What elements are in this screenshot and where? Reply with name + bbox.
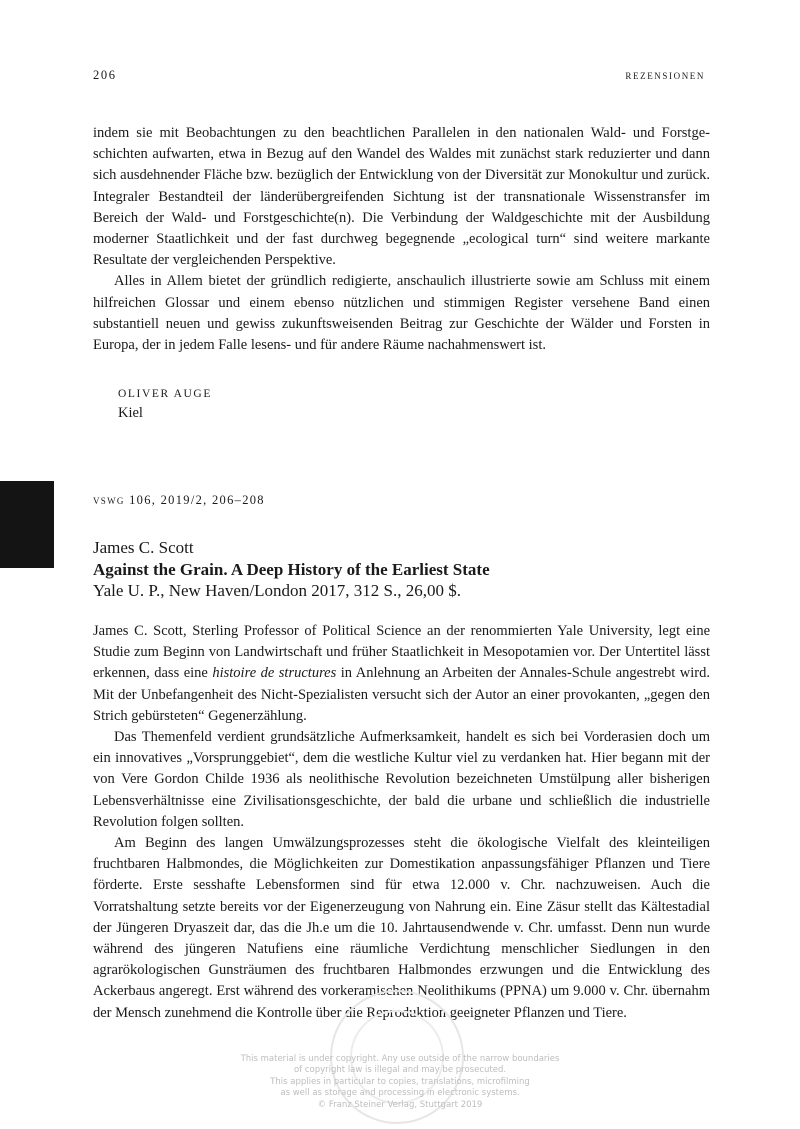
review-text <box>93 621 710 1024</box>
watermark-line: This applies in particular to copies, translations, microfilming <box>270 1076 530 1087</box>
paragraph-text: in Anlehnung an Arbeiten der Annales-Schule angestrebt wird. Mit der Unbefangenheit des Nicht-Spezialisten versucht sich der Autor an einer provokanten, „gegen den Strich gebürsteten“ Gegenerzählung. <box>93 665 711 724</box>
paragraph <box>93 621 710 727</box>
watermark-line: © Franz Steiner Verlag, Stuttgart 2019 <box>317 1099 483 1110</box>
book-author: James C. Scott <box>93 538 194 557</box>
previous-review-text <box>93 123 710 356</box>
copyright-watermark <box>200 1054 600 1111</box>
book-title: Against the Grain. A Deep History of the Earliest State <box>93 559 490 579</box>
paragraph: Das Themenfeld verdient grundsätzliche Aufmerksamkeit, handelt es sich bei Vorderasien doch um ein innovatives „Vorsprunggebiet“, dem die westliche Kultur viel zu verdanken hat. Hier begann mit der von Vere Gordon Childe 1936 als neolithische Revolution bezeichneten Umstülpung aller bisherigen Lebensverhältnisse eine Zivilisationsgeschichte, der bald die urbane und schließlich die industrielle Revolution folgen sollten. <box>93 729 710 830</box>
reviewer-city: Kiel <box>118 405 143 421</box>
book-publication: Yale U. P., New Haven/London 2017, 312 S., 26,00 $. <box>93 581 462 600</box>
journal-citation: vswg 106, 2019/2, 206–208 <box>93 493 265 507</box>
book-header <box>93 537 490 602</box>
thumb-index-tab <box>0 481 54 568</box>
section-title: rezensionen <box>625 68 705 82</box>
italic-term: histoire de structures <box>212 665 337 682</box>
paragraph: Alles in Allem bietet der gründlich redigierte, anschaulich illustrierte sowie am Schluss mit einem hilfreichen Glossar und einem ebenso nützlichen und stimmigen Register versehene Band einen substantiell neuen und gewiss zukunftsweisenden Beitrag zur Geschichte der Wälder und Forsten in Europa, der in jedem Falle lesens- und für andere Räume nachahmenswert ist. <box>93 273 710 354</box>
watermark-line: This material is under copyright. Any use outside of the narrow boundaries <box>240 1054 560 1064</box>
paragraph: Am Beginn des langen Umwälzungsprozesses steht die ökologische Vielfalt des kleinteiligen fruchtbaren Halbmondes, die Möglichkeiten zur Domestikation anpassungsfähiger Pflanzen und Tiere förderte. Erste sesshafte Lebensformen sind für etwa 12.000 v. Chr. nachzuweisen. Auch die Vorratshaltung setzte bereits vor der Eigenerzeugung von Nahrung ein. Eine Zäsur stellt das Kältestadial der Jüngeren Dryaszeit dar, das die Jh.e um die 10. Jahrtausendwende v. Chr. umfasst. Denn nun wurde während des jüngeren Natufiens eine räumliche Verdichtung menschlicher Siedlungen in den agrarökologischen Gunsträumen des fruchtbaren Halbmondes erzwungen und die Entwicklung des Ackerbaus angeregt. Erst während des vorkeramischen Neolithikums (PPNA) um 9.000 v. Chr. übernahm der Mensch zunehmend die Kontrolle über die Reproduktion geeigneter Pflanzen und Tiere. <box>93 835 710 1021</box>
paragraph-text: James C. Scott, Sterling Professor of Political Science an der renommierten Yale University, legt eine Studie zum Beginn von Landwirtschaft und früher Staatlichkeit in Mesopotamien vor. Der Untertitel lässt erkennen, dass eine <box>93 623 710 682</box>
paragraph: indem sie mit Beobachtungen zu den beachtlichen Parallelen in den nationalen Wald- und Forstgeschichten aufwarten, etwa in Bezug auf den Wandel des Waldes mit zunächst stark reduzierter und dann sich ausdehnender Fläche bzw. bezüglich der Entwicklung von der Diversität zur Monokultur und zurück. Integraler Bestandteil der länderübergreifenden Sichtung ist der transnationale Wissenstransfer im Bereich der Wald- und Forstgeschichte(n). Die Verbindung der Waldgeschichte mit der Ausbildung moderner Staatlichkeit und der fast durchweg begegnende „ecological turn“ sind weitere markante Resultate der vergleichenden Perspektive. <box>93 125 710 269</box>
watermark-line: as well as storage and processing in electronic systems. <box>280 1088 520 1099</box>
reviewer-name: OLIVER AUGE <box>118 388 212 400</box>
page-number: 206 <box>93 68 117 82</box>
watermark-line: of copyright law is illegal and may be prosecuted. <box>293 1065 507 1076</box>
